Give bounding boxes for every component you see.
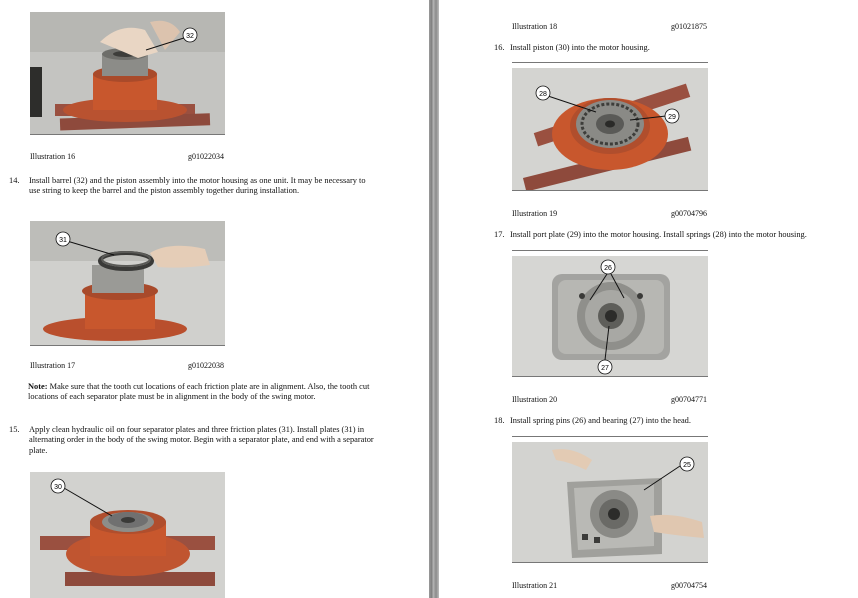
illustration-17-top-rule [30,345,225,346]
callout-27: 27 [601,365,609,372]
step-17 [494,230,856,240]
step-18-number: 18. [494,416,505,425]
step-16 [494,43,834,53]
illustration-21-photo [512,442,708,562]
note-label: Note: [28,382,48,391]
illustration-21-id: g00704754 [671,581,707,590]
illustration-20-photo [512,256,708,376]
illustration-19-top-rule [512,62,708,63]
page-gutter [429,0,439,598]
illustration-16-label: Illustration 16 [30,152,76,161]
step-14 [9,176,369,197]
illustration-19-label: Illustration 19 [512,209,558,218]
illustration-19-bottom-rule [512,190,708,191]
illustration-18-label: Illustration 18 [512,22,558,31]
callout-32: 32 [186,33,194,40]
illustration-21-label: Illustration 21 [512,581,558,590]
illustration-20-label: Illustration 20 [512,395,558,404]
step-16-number: 16. [494,43,505,52]
illustration-21-top-rule [512,436,708,437]
step-15-text: Apply clean hydraulic oil on four separator plates and three friction plates (31). Install plates (31) in alternating order in the body of the swing motor. Begin with a separator plate, and end with a separator plate. [29,425,374,455]
illustration-16-top-rule [30,134,225,135]
illustration-19-photo [512,68,708,190]
step-18 [494,416,834,426]
step-16-text: Install piston (30) into the motor housing. [510,43,650,52]
step-15 [9,425,385,456]
step-14-number: 14. [9,176,20,185]
illustration-18-id: g01021875 [671,22,707,31]
callout-31: 31 [59,237,67,244]
note-text: Make sure that the tooth cut locations of each friction plate are in alignment. Also, the tooth cut locations of each separator plate must be in alignment in the body of the swing motor. [28,382,370,402]
callout-26: 26 [604,265,612,272]
illustration-20-top-rule [512,250,708,251]
callout-29: 29 [668,114,676,121]
illustration-17-id: g01022038 [188,361,224,370]
note-paragraph [28,382,384,403]
illustration-19-id: g00704796 [671,209,707,218]
illustration-20-id: g00704771 [671,395,707,404]
illustration-18-photo [30,472,225,598]
step-18-text: Install spring pins (26) and bearing (27) into the head. [510,416,691,425]
illustration-17-label: Illustration 17 [30,361,76,370]
step-15-number: 15. [9,425,20,434]
illustration-16-photo [30,12,225,134]
illustration-17-photo [30,221,225,345]
illustration-21-bottom-rule [512,562,708,563]
callout-25: 25 [683,462,691,469]
right-page [439,0,858,598]
callout-28: 28 [539,91,547,98]
illustration-20-bottom-rule [512,376,708,377]
step-17-number: 17. [494,230,505,239]
step-17-text: Install port plate (29) into the motor housing. Install springs (28) into the motor housing. [510,230,807,239]
step-14-text: Install barrel (32) and the piston assembly into the motor housing as one unit. It may be necessary to use string to keep the barrel and the piston assembly together during installation. [29,176,366,196]
illustration-16-id: g01022034 [188,152,224,161]
callout-30: 30 [54,484,62,491]
